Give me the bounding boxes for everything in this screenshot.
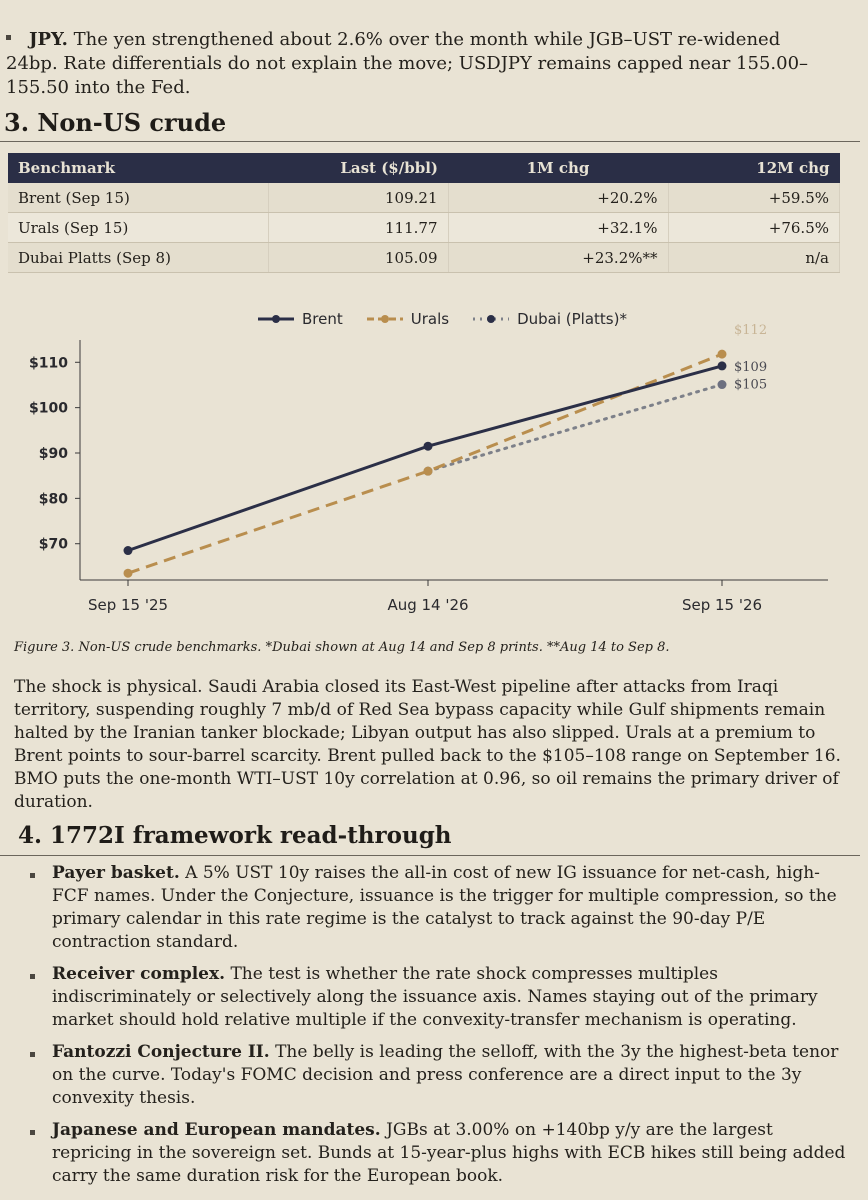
bullet-title: Japanese and European mandates. [52,1120,381,1140]
bullet-marker [30,873,35,878]
table-row [8,183,840,213]
y-tick-label: $100 [29,400,68,417]
table-header-row [8,153,840,183]
list-item [22,1041,852,1110]
section-4-title: 4. 1772I framework read-through [18,822,452,849]
x-tick-label: Sep 15 '26 [681,596,763,614]
data-point-brent [124,546,133,555]
section-3-rule [0,141,860,142]
bullet-marker [30,1052,35,1057]
bullet-marker [30,974,35,979]
header-1m-chg: 1M chg [448,153,668,183]
chart-plot [0,296,868,636]
cell-1m-chg: +32.1% [448,213,668,243]
bullet-title: Payer basket. [52,863,180,883]
data-point-brent [718,361,727,370]
series-line-brent [128,366,722,551]
cell-12m-chg: +76.5% [668,213,840,243]
list-item [22,862,852,954]
x-tick-label: Aug 14 '26 [387,596,469,614]
list-item [22,1119,852,1188]
data-point-urals [718,350,727,359]
data-point-urals [124,569,133,578]
series-line-dubai [428,385,722,472]
framework-bullets [22,862,852,1197]
section-3-title: 3. Non-US crude [4,108,227,137]
y-tick-label: $80 [38,491,68,508]
header-benchmark: Benchmark [8,153,268,183]
legend-label-dubai: Dubai (Platts)* [517,310,627,328]
jpy-bullet-title: JPY. [29,29,68,50]
x-tick-label: Sep 15 '25 [87,596,169,614]
data-point-dubai [718,380,727,389]
bullet-text: A 5% UST 10y raises the all-in cost of new IG issuance for net-cash, high-FCF names. Under the Conjecture, issuance is the trigger for multiple compression, so the primary calendar in this rate regime is the catalyst to track against the 90-day P/E contraction standard. [52,863,837,952]
table-row [8,213,840,243]
legend-label-urals: Urals [410,310,450,328]
cell-benchmark: Brent (Sep 15) [8,183,268,213]
figure-caption: Figure 3. Non-US crude benchmarks. *Dubai shown at Aug 14 and Sep 8 prints. **Aug 14 to Sep 8. [14,640,670,655]
cell-1m-chg: +23.2%** [448,243,668,273]
y-tick-label: $70 [38,536,68,553]
data-point-brent [424,442,433,451]
crude-chart [0,296,868,636]
cell-benchmark: Urals (Sep 15) [8,213,268,243]
table-row [8,243,840,273]
jpy-bullet-text: The yen strengthened about 2.6% over the month while JGB–UST re-widened 24bp. Rate differentials do not explain the move; USDJPY remains capped near 155.00–155.50 into the Fed. [6,29,809,98]
legend-label-brent: Brent [302,310,343,328]
bullet-text: JGBs at 3.00% on +140bp y/y are the largest repricing in the sovereign set. Bunds at 15-year-plus highs with ECB hikes still being added carry the same duration risk for the European book. [52,1120,846,1186]
bullet-text: The belly is leading the selloff, with the 3y the highest-beta tenor on the curve. Today's FOMC decision and press conference are a direct input to the 3y convexity thesis. [52,1042,839,1108]
y-tick-label: $90 [38,446,68,462]
end-value-label: $112 [734,323,768,339]
end-value-label: $109 [734,359,768,375]
cell-last: 109.21 [268,183,448,213]
list-item [22,963,852,1032]
header-last: Last ($/bbl) [268,153,448,183]
cell-benchmark: Dubai Platts (Sep 8) [8,243,268,273]
data-point-urals [424,467,433,476]
bullet-title: Fantozzi Conjecture II. [52,1042,270,1062]
jpy-bullet [6,28,836,100]
cell-last: 111.77 [268,213,448,243]
body-paragraph: The shock is physical. Saudi Arabia closed its East-West pipeline after attacks from Iraqi territory, suspending roughly 7 mb/d of Red Sea bypass capacity while Gulf shipments remain halted by the Iranian tanker blockade; Libyan output has also slipped. Urals at a premium to Brent points to sour-barrel scarcity. Brent pulled back to the $105–108 range on September 16. BMO puts the one-month WTI–UST 10y correlation at 0.96, so oil remains the primary driver of duration. [14,677,841,812]
series-line-urals [128,354,722,573]
cell-last: 105.09 [268,243,448,273]
header-12m-chg: 12M chg [668,153,840,183]
section-4-rule [0,855,860,856]
bullet-marker [30,1130,35,1135]
cell-12m-chg: +59.5% [668,183,840,213]
crude-benchmark-table [8,153,840,273]
end-value-label: $105 [734,377,768,393]
y-tick-label: $110 [29,355,68,372]
bullet-marker [6,35,11,40]
cell-1m-chg: +20.2% [448,183,668,213]
cell-12m-chg: n/a [668,243,840,273]
bullet-title: Receiver complex. [52,964,226,984]
bullet-text: The test is whether the rate shock compresses multiples indiscriminately or selectively along the issuance axis. Names staying out of the primary market should hold relative multiple if the convexity-transfer mechanism is operating. [52,964,818,1030]
